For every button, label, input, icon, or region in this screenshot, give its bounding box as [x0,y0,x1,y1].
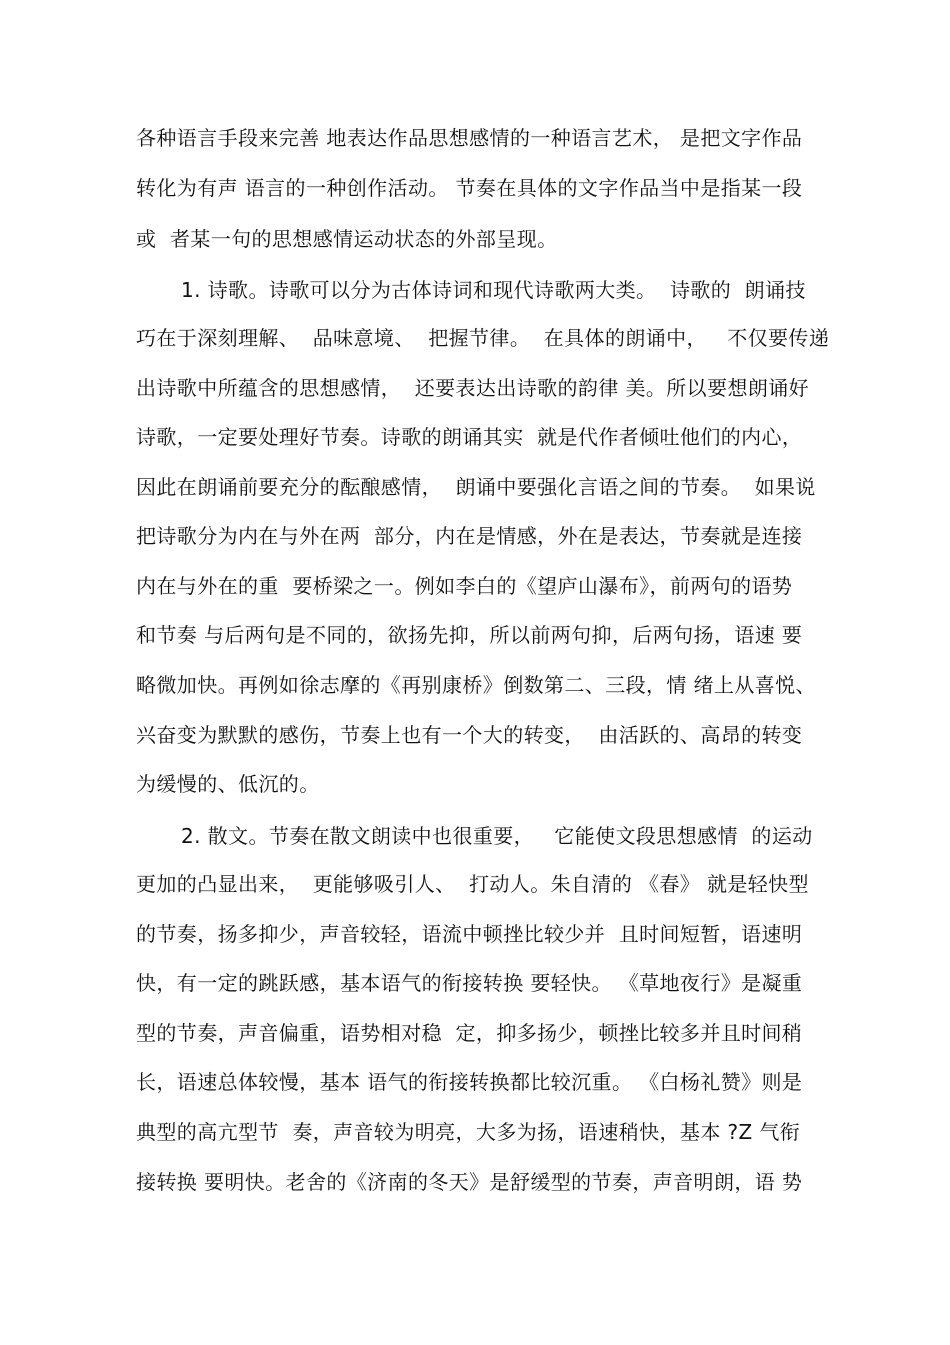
text-line: 因此在朗诵前要充分的酝酿感情， 朗诵中要强化言语之间的节奏。 如果说 [136,475,816,499]
paragraph-heading-poetry: 1. 诗歌。诗歌可以分为古体诗词和现代诗歌两大类。 诗歌的 朗诵技 [181,278,806,302]
text-line: 内在与外在的重 要桥梁之一。例如李白的《望庐山瀑布》，前两句的语势 [136,574,793,598]
text-line: 快，有一定的跳跃感，基本语气的衔接转换 要轻快。 《草地夜行》是凝重 [136,971,803,995]
text-line: 出诗歌中所蕴含的思想感情， 还要表达出诗歌的韵律 美。所以要想朗诵好 [136,376,810,400]
text-line: 型的节奏，声音偏重，语势相对稳 定，抑多扬少，顿挫比较多并且时间稍 [136,1021,803,1045]
text-line: 长，语速总体较慢，基本 语气的衔接转换都比较沉重。 《白杨礼赞》则是 [136,1070,803,1094]
text-line: 和节奏 与后两句是不同的，欲扬先抑，所以前两句抑，后两句扬，语速 要 [136,623,803,647]
text-line: 把诗歌分为内在与外在两 部分，内在是情感，外在是表达，节奏就是连接 [136,524,803,548]
text-line: 接转换 要明快。老舍的《济南的冬天》是舒缓型的节奏，声音明朗，语 势 [136,1170,803,1194]
text-line: 为缓慢的、低沉的。 [136,772,320,796]
text-line: 兴奋变为默默的感伤，节奏上也有一个大的转变， 由活跃的、高昂的转变 [136,723,803,747]
text-line: 巧在于深刻理解、 品味意境、 把握节律。 在具体的朗诵中， 不仅要传递 [136,326,830,350]
text-line: 更加的凸显出来， 更能够吸引人、 打动人。朱自清的 《春》 就是轻快型 [136,872,809,896]
text-line: 各种语言手段来完善 地表达作品思想感情的一种语言艺术， 是把文字作品 [136,126,803,150]
text-line: 略微加快。再例如徐志摩的《再别康桥》倒数第二、三段，情 绪上从喜悦、 [136,673,816,697]
text-line: 转化为有声 语言的一种创作活动。 节奏在具体的文字作品当中是指某一段 [136,176,803,200]
paragraph-heading-prose: 2. 散文。节奏在散文朗读中也很重要， 它能使文段思想感情 的运动 [181,824,813,848]
text-line: 或 者某一句的思想感情运动状态的外部呈现。 [136,227,558,251]
text-line: 典型的高亢型节 奏，声音较为明亮，大多为扬，语速稍快，基本 ?Z 气衔 [136,1120,801,1144]
text-line: 诗歌，一定要处理好节奏。诗歌的朗诵其实 就是代作者倾吐他们的内心， [136,425,803,449]
text-line: 的节奏，扬多抑少，声音较轻，语流中顿挫比较少并 且时间短暂，语速明 [136,922,803,946]
